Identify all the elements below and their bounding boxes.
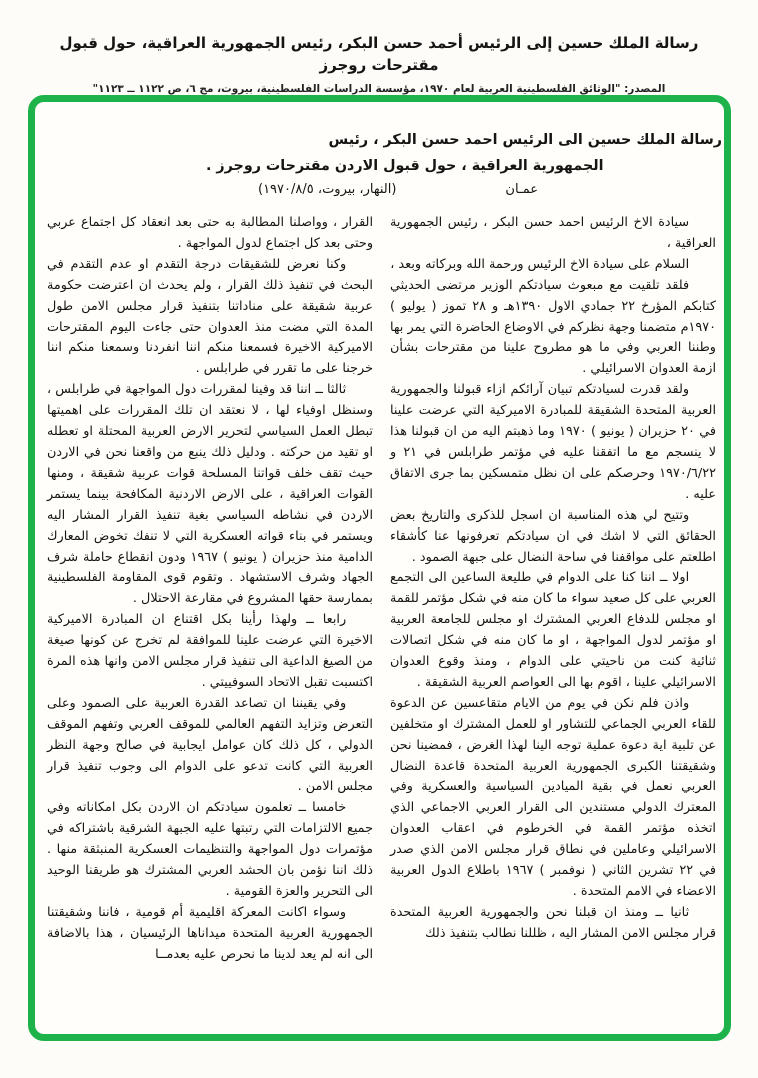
column-right (390, 213, 716, 966)
paragraph: السلام على سيادة الاخ الرئيس ورحمة الله وبركاته وبعد ، (390, 256, 690, 272)
document-date-source: (النهار، بيروت، ١٩٧٠/٨/٥) (258, 182, 397, 197)
paragraph: القرار ، وواصلنا المطالبة به حتى بعد انعقاد كل اجتماع عربي وحتى بعد كل اجتماع لدول المواجهة . (47, 215, 373, 251)
document-frame (28, 95, 731, 1041)
text-columns (35, 213, 724, 966)
header-title: رسالة الملك حسين إلى الرئيس أحمد حسن البكر، رئيس الجمهورية العراقية، حول قبول مقترحات روجرز (59, 34, 699, 74)
paragraph: وكنا نعرض للشقيقات درجة التقدم او عدم التقدم في البحث في تنفيذ ذلك القرار ، ولم يحدث ان اعترضت حكومة عربية شقيقة على مناداتنا بتنفيذ قرار مجلس الامن طول المدة التي مضت منذ العدوان حتى جاءت اليوم المقترحات الاميركية الاخيرة فسمعنا منكم اننا انفردنا وسمعنا منكم اننا خرجنا على ما تقرر في طرابلس . (47, 256, 373, 377)
paragraph: ثانيا ــ ومنذ ان قبلنا نحن والجمهورية العربية المتحدة قرار مجلس الامن المشار اليه ، ظللنا نطالب بتنفيذ ذلك (390, 904, 716, 941)
paragraph: وسواء اكانت المعركة اقليمية أم قومية ، فاننا وشقيقتنا الجمهورية العربية المتحدة ميداناها الرئيسيان ، هذا بالاضافة الى انه لم يعد لدينا ما نحرص عليه بعدمــا (47, 904, 373, 962)
document-title-line2: الجمهورية العراقية ، حول قبول الاردن مقترحات روجرز . (206, 158, 604, 174)
paragraph: ثالثا ــ اننا قد وفينا لمقررات دول المواجهة في طرابلس ، وسنظل اوفياء لها ، لا نعتقد ان تلك المقررات على اهميتها تبطل العمل السياسي لتحرير الارض العربية المحتلة او تعطله او تقيد من حركته . ودليل ذلك ينبع من واقعنا نحن في الاردن حيث تقف خلف قواتنا المسلحة قوات عربية شقيقة ، ومنها القوات العراقية ، على الارض الاردنية المكافحة بينما يستمر الاردن في نشاطه السياسي بغية تنفيذ القرار المشار اليه ويستمر في بناء قواته العسكرية التي لا تنفك تخوض المعارك الدامية منذ حزيران ( يونيو ) ١٩٦٧ ودون انقطاع حاملة شرف الجهاد وشرف الاستشهاد . وتقوم قوى المقاومة الفلسطينية بممارسة حقها المشروع في مقارعة الاحتلال . (47, 382, 373, 607)
paragraph: رابعا ــ ولهذا رأينا بكل اقتناع ان المبادرة الاميركية الاخيرة التي عرضت علينا للموافقة لم تخرج عن كونها صيغة من الصيغ الداعية الى تنفيذ قرار مجلس الامن وانها هذه المرة اكتسبت تقبل الاتحاد السوفييتي . (47, 612, 373, 690)
header-source: المصدر: "الوثائق الفلسطينية العربية لعام ١٩٧٠، مؤسسة الدراسات الفلسطينية، بيروت، مج ٦، ص ١١٢٢ ــ ١١٢٣" (92, 83, 666, 95)
paragraph: وتتيح لي هذه المناسبة ان اسجل للذكرى والتاريخ بعض الحقائق التي لا اشك في ان سيادتكم تعرفونها عنا كأشقاء اطلعتم على مواقفنا في ساحة النضال على جبهة الصمود . (390, 507, 716, 565)
paragraph: وفي يقيننا ان تصاعد القدرة العربية على الصمود وعلى التعرض وتزايد التفهم العالمي للموقف العربي وتفهم الموقف الدولي ، كل ذلك كان عوامل ايجابية في صالح وجهة النظر العربية التي كانت تدعو على الدوام الى وجوب تنفيذ قرار مجلس الامن . (47, 695, 373, 795)
paragraph: سيادة الاخ الرئيس احمد حسن البكر ، رئيس الجمهورية العراقية ، (390, 215, 716, 251)
column-left (47, 213, 373, 966)
paragraph: ولقد قدرت لسيادتكم تبيان آرائكم ازاء قبولنا والجمهورية العربية المتحدة الشقيقة للمبادرة الاميركية التي عرضت علينا في ٢٠ حزيران ( يونيو ) ١٩٧٠ وما ذهبتم اليه من ان قبولنا هذا لا ينسجم مع ما اتفقنا عليه في مؤتمر طرابلس في ٢١ و ١٩٧٠/٦/٢٢ وحرصكم على ان نظل متمسكين بما جرى الاتفاق عليه . (390, 382, 716, 502)
paragraph: خامسا ــ تعلمون سيادتكم ان الاردن بكل امكاناته وفي جميع الالتزامات التي رتبتها عليه الجبهة الشرقية باشتراكه في مؤتمرات دول المواجهة والتنظيمات العسكرية المنبثقة منها . ذلك اننا نؤمن بان الحشد العربي المشترك هو طريقنا الوحيد الى التحرير والعزة القومية . (47, 800, 373, 899)
page-header (0, 32, 758, 95)
paragraph: واذن فلم نكن في يوم من الايام متقاعسين عن الدعوة للقاء العربي الجماعي للتشاور او للعمل المشترك او متخلفين عن تلبية اية دعوة عملية توجه الينا لهذا الغرض ، فمضينا نحن وشقيقتنا الكبرى الجمهورية العربية المتحدة قاعدة النضال العربي نعمل في بقية الميادين السياسية والعسكرية وفي المعترك الدولي مستندين الى القرار العربي الاجماعي الذي اتخذه مؤتمر القمة في الخرطوم في اعقاب العدوان الاسرائيلي وعاملين في نطاق قرار مجلس الامن الذي صدر في ٢٢ تشرين الثاني ( نوفمبر ) ١٩٦٧ باطلاع الدول العربية الاعضاء في الامم المتحدة . (390, 695, 716, 899)
paragraph: فلقد تلقيت مع مبعوث سيادتكم الوزير مرتضى الحديثي كتابكم المؤرخ ٢٢ جمادي الاول ١٣٩٠هـ و ٢٨ تموز ( يوليو ) ١٩٧٠م متضمنا وجهة نظركم في الاوضاع الحاضرة التي يمر بها وطننا العربي وفي ما هو مطروح علينا من مقترحات بشأن ازمة العدوان الاسرائيلي . (390, 277, 716, 377)
paragraph: اولا ــ اننا كنا على الدوام في طليعة الساعين الى التجمع العربي على كل صعيد سواء ما كان منه في شكل مؤتمر للقمة او مجلس للدفاع العربي المشترك او مجلس للجامعة العربية او مؤتمر لدول المواجهة ، او ما كان منه في شكل اتصالات ثنائية كنت من ناحيتي على الدوام ، ومنذ وقوع العدوان الاسرائيلي علينا ، اقوم بها الى العواصم العربية الشقيقة . (390, 570, 716, 690)
document-title (206, 127, 722, 179)
document-location: عمـان (505, 182, 538, 197)
document-meta (35, 182, 724, 206)
document-title-line1: رسالة الملك حسين الى الرئيس احمد حسن البكر ، رئيس (328, 132, 722, 148)
